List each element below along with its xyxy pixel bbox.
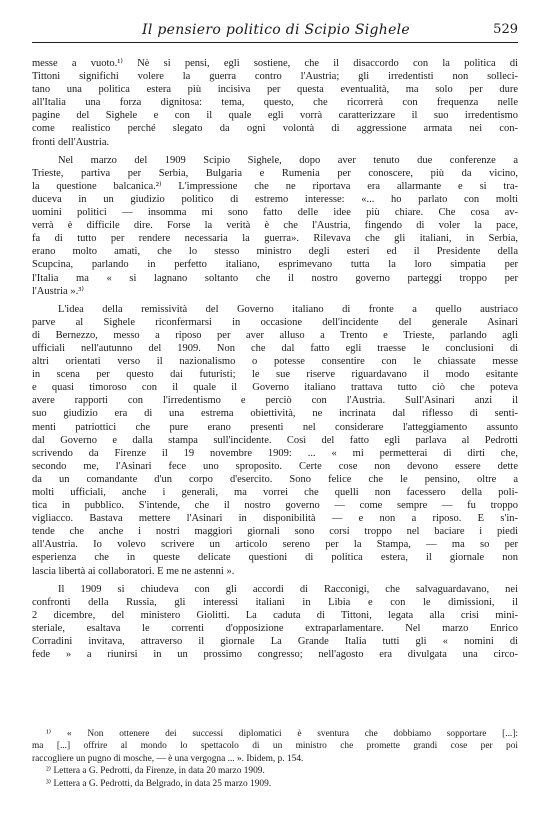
text-line: molti ufficiali, anche i generali, ma vorrei che quelli non facessero della poli-: [32, 487, 518, 498]
text-line: dal Governo e dalla stampa sull'incidente. Così del fatto egli parlava al Pedrotti: [32, 434, 518, 446]
text-line: Trieste, partiva per Serbia, Bulgaria e Rumenia per conoscere, più da vicino,: [32, 167, 518, 179]
text-line: secondo me, l'Asinari fece uno sproposito. Certe cose non devono essere dette: [32, 460, 518, 472]
footnote-line: ¹⁾ « Non ottenere dei successi diplomatici è sventura che dobbiamo sopportare [...]:: [46, 729, 518, 739]
body-text: [32, 57, 518, 661]
text-line: pagine del Sighele e con il quale egli vorrà caratterizzare il suo irredentismo: [32, 110, 518, 122]
text-line: steriale, esaltava le correnti d'opposizione extraparlamentare. Nel marzo Enrico: [32, 622, 518, 634]
text-line: confronti della Russia, gli interessi italiani in Libia e con le dimissioni, il: [32, 596, 518, 608]
text-line: Il 1909 si chiudeva con gli accordi di Racconigi, che salvaguardavano, nei: [58, 583, 518, 595]
text-line: Nel marzo del 1909 Scipio Sighele, dopo aver tenuto due conferenze a: [58, 154, 518, 166]
text-line: erano molto amati, che lo stesso ministro degli esteri ed il Presidente della: [32, 246, 518, 258]
text-line: l'Italia ma « si lagnano soltanto che il nostro governo parteggi troppo per: [32, 272, 518, 284]
text-line: parve al Sighele riconfermarsi in occasione dell'incidente del generale Asinari: [32, 316, 518, 328]
header-rule: [32, 42, 518, 43]
text-line: tano una politica estera più incisiva per questa eventualità, ma solo per dure: [32, 84, 518, 96]
text-line: la questione balcanica.²⁾ L'impressione che ne riportava era allarmante e si tra-: [32, 180, 518, 192]
text-line: fronti dell'Austria.: [32, 136, 110, 148]
text-line: altri orientati verso il nazionalismo o potesse consentire con le chiassate messe: [32, 356, 518, 368]
text-line: esperienza che in queste delicate questioni di politica estera, il giornale non: [32, 552, 518, 564]
text-line: lascia libertà ai collaboratori. E me ne astenni ».: [32, 565, 235, 577]
text-line: tende che anche i nostri maggiori giornali sono corsi troppo nel baciare i piedi: [32, 526, 518, 538]
text-line: in scena per questo dai futuristi; le sue riserve riguardavano il modo esitante: [32, 369, 518, 381]
footnote-line: ³⁾ Lettera a G. Pedrotti, da Belgrado, in data 25 marzo 1909.: [46, 778, 272, 789]
text-line: Corradini invitava, attraverso il giornale La Grande Italia tutti gli « nomini di: [32, 636, 518, 648]
text-line: fede » a riunirsi in un prossimo congresso; nell'agosto era divulgata una circo-: [32, 649, 518, 661]
text-line: verrà è difficile dire. Forse la verità è che l'Austria, fingendo di voler la pace,: [32, 220, 518, 232]
footnotes: [32, 728, 518, 790]
text-line: all'Italia una forza dignitosa: tema, questo, che ricorrerà con frequenza nelle: [32, 97, 518, 109]
text-line: Scupcina, parlando in perfetto italiano, esprimevano tutta la loro simpatia per: [32, 259, 518, 271]
footnote-line: ²⁾ Lettera a G. Pedrotti, da Firenze, in data 20 marzo 1909.: [46, 766, 265, 777]
footnote-line: ma [...] offrire al mondo lo spettacolo di un ministro che promette grandi cose per poi: [32, 741, 518, 752]
text-line: da un comandante d'un corpo d'esercito. Sono felice che le pensino, oltre a: [32, 473, 518, 485]
text-line: duceva in un giudizio politico di estremo interesse: «... ho parlato con molti: [32, 193, 518, 205]
text-line: e quasi timoroso con il quale il Governo italiano trattava tutto ciò che poteva: [32, 382, 518, 394]
text-line: avere rapporti con l'irredentismo e perciò con l'Austria. Sull'Asinari anzi il: [32, 395, 518, 407]
page-header: [32, 20, 518, 42]
text-line: all'Austria. Io volevo scrivere un articolo sereno per la Stampa, — ma so per: [32, 539, 518, 551]
text-line: menti patriottici che pure erano presenti nel considerare l'atteggiamento assunto: [32, 421, 518, 433]
text-line: uomini politici — insomma mi sono fatto delle idee più chiare. Che cosa av-: [32, 207, 518, 219]
text-line: l'Austria ».³⁾: [32, 285, 84, 297]
text-line: Tittoni significhi volere la guerra contro l'Austria; gli irredentisti non solleci-: [32, 71, 518, 83]
text-line: 2 dicembre, del ministero Giolitti. La caduta di Tittoni, legata alla crisi mini-: [32, 609, 518, 621]
text-line: tica in pubblico. S'intende, che il nostro governo — come sempre — fu troppo: [32, 500, 518, 512]
text-line: suo giudizio era di una estrema obiettività, ne incrinata dal riflesso di senti-: [32, 408, 518, 420]
text-line: L'idea della remissività del Governo italiano di fronte a quello austriaco: [58, 303, 518, 315]
page-number: 529: [493, 22, 518, 37]
text-line: vigliacco. Bastava mettere l'Asinari in disponibilità — e non a riposo. E s'in-: [32, 513, 518, 525]
text-line: ufficiali nell'autunno del 1909. Non che dal fatto egli traesse le conclusioni di: [32, 342, 518, 354]
text-line: fa di tutto per rendere necessaria la guerra». Rilevava che gli italiani, in Serbia,: [32, 233, 518, 245]
footnote-line: raccogliere un pugno di mosche, — è una vergogna ... ». Ibidem, p. 154.: [32, 753, 304, 764]
text-line: messe a vuoto.¹⁾ Nè si pensi, egli sostiene, che il disaccordo con la politica di: [32, 58, 518, 69]
text-line: come realistico perché slegato da ogni volontà di aggressione armata nei con-: [32, 123, 518, 135]
text-line: scrivendo da Firenze il 19 novembre 1909: ... « mi permetterai di dirti che,: [32, 447, 518, 459]
running-title: Il pensiero politico di Scipio Sighele: [142, 22, 411, 38]
text-line: di Bernezzo, messo a riposo per aver alluso a Trento e Trieste, parlando agli: [32, 329, 518, 341]
